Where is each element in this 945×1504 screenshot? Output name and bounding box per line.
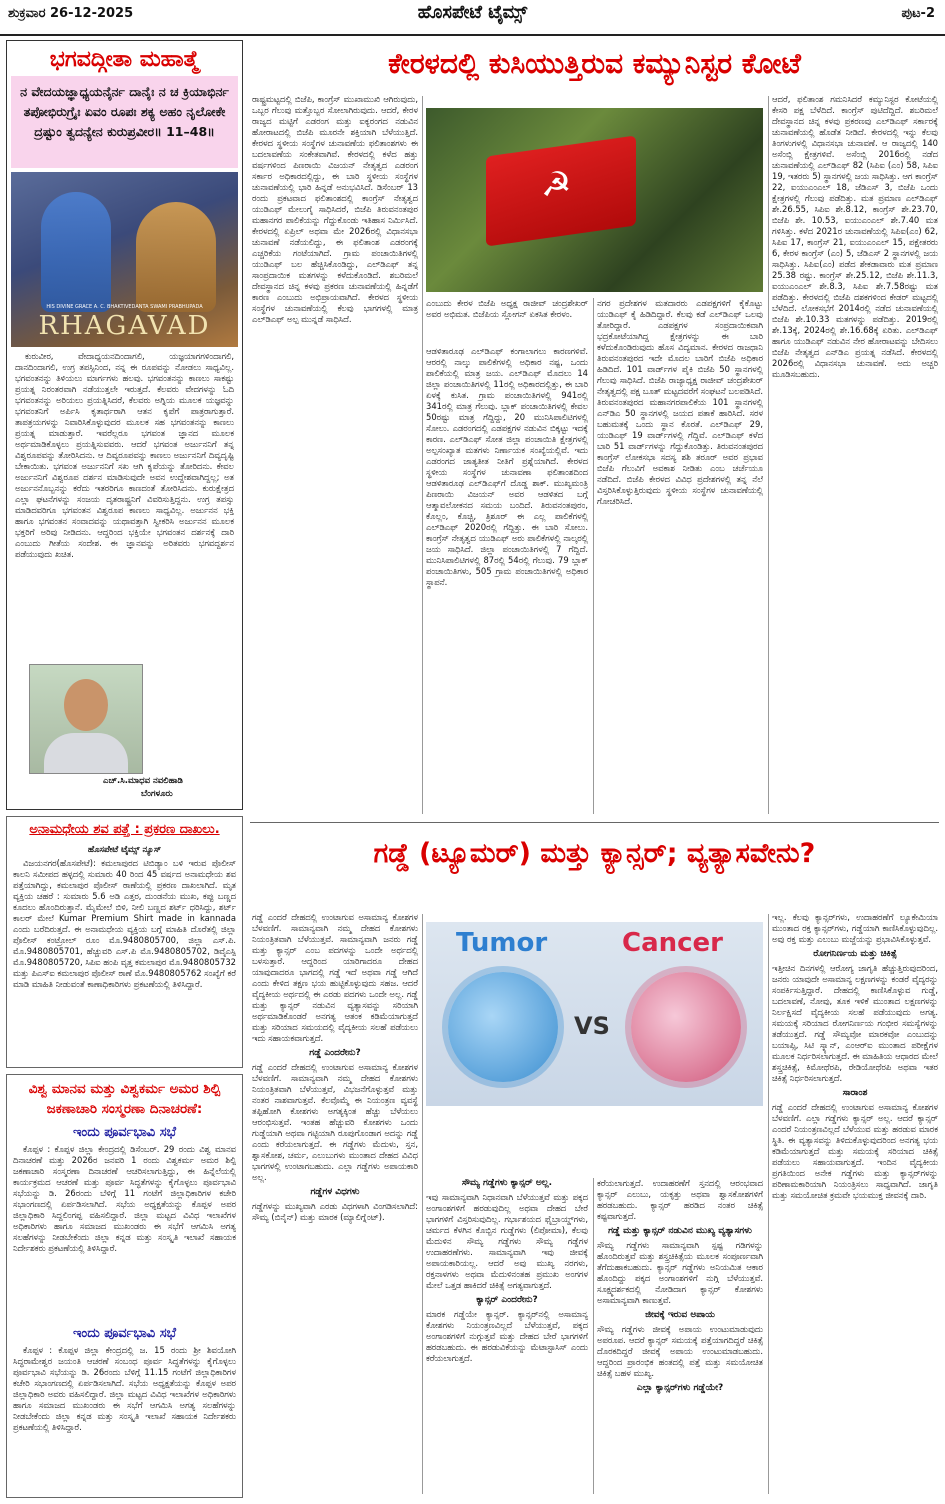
tumor-col4-body3: ಗಡ್ಡೆ ಎಂದರೆ ದೇಹದಲ್ಲಿ ಉಂಟಾಗುವ ಅಸಾಮಾನ್ಯ ಕೋಶಗಳ ಬೆಳವಣಿಗೆ. ಎಲ್ಲಾ ಗಡ್ಡೆಗಳು ಕ್ಯಾನ್ಸರ್ ಅಲ್ಲ. ಆದರೆ ಕ್ಯಾನ್ಸರ್ ಎಂದರೆ ನಿಯಂತ್ರಣವಿಲ್ಲದೆ ಬೆಳೆಯುವ ಮತ್ತು ಹರಡುವ ಮಾರಕ ಸ್ಥಿತಿ. ಈ ವ್ಯತ್ಯಾಸವನ್ನು ತಿಳಿದುಕೊಳ್ಳುವುದರಿಂದ ಅನಗತ್ಯ ಭಯ ಕಡಿಮೆಯಾಗುತ್ತದೆ ಮತ್ತು ಸಮಯಕ್ಕೆ ಸರಿಯಾದ ಚಿಕಿತ್ಸೆ ಪಡೆಯಲು ಸಹಾಯವಾಗುತ್ತದೆ. ಇಂದಿನ ವೈದ್ಯಕೀಯ ಪ್ರಗತಿಯಿಂದ ಅನೇಕ ಗಡ್ಡೆಗಳು ಮತ್ತು ಕ್ಯಾನ್ಸರ್‌ಗಳನ್ನು ಪರಿಣಾಮಕಾರಿಯಾಗಿ ನಿಯಂತ್ರಿಸಲು ಸಾಧ್ಯವಾಗಿದೆ. ಜಾಗೃತಿ ಮತ್ತು ಸಮಯೋಚಿತ ಕ್ರಮವೇ ಭಯಮುಕ್ತ ಜೀವನಕ್ಕೆ ದಾರಿ.	[772, 1102, 938, 1200]
tumor-col4-body2: ಇತ್ತೀಚಿನ ದಿನಗಳಲ್ಲಿ ಆರೋಗ್ಯ ಜಾಗೃತಿ ಹೆಚ್ಚುತ್ತಿರುವುದರಿಂದ, ಜನರು ಯಾವುದೇ ಅಸಾಮಾನ್ಯ ಲಕ್ಷಣಗಳನ್ನು ಕಂಡರೆ ವೈದ್ಯರನ್ನು ಸಂಪರ್ಕಿಸುತ್ತಿದ್ದಾರೆ. ದೇಹದಲ್ಲಿ ಕಾಣಿಸಿಕೊಳ್ಳುವ ಗುಡ್ಡೆ, ಬದಲಾವಣೆ, ನೋವು, ತೂಕ ಇಳಿಕೆ ಮುಂತಾದ ಲಕ್ಷಣಗಳನ್ನು ನಿರ್ಲಕ್ಷಿಸದೆ ವೈದ್ಯಕೀಯ ಸಲಹೆ ಪಡೆಯುವುದು ಅಗತ್ಯ. ಸಮಯಕ್ಕೆ ಸರಿಯಾದ ರೋಗನಿರ್ಣಯ ಗಂಭೀರ ಸಮಸ್ಯೆಗಳನ್ನು ತಡೆಯುತ್ತದೆ. ಗಡ್ಡೆ ಸೌಮ್ಯವೋ ಮಾರಕವೋ ಎಂಬುದನ್ನು ಬಯಾಪ್ಸಿ, ಸಿಟಿ ಸ್ಕ್ಯಾನ್, ಎಂಆರ್‌ಐ ಮುಂತಾದ ಪರೀಕ್ಷೆಗಳ ಮೂಲಕ ನಿರ್ಧರಿಸಲಾಗುತ್ತದೆ. ಈ ಮಾಹಿತಿಯ ಆಧಾರದ ಮೇಲೆ ಶಸ್ತ್ರಚಿಕಿತ್ಸೆ, ಕಿಮೋಥೆರಪಿ, ರೇಡಿಯೋಥೆರಪಿ ಅಥವಾ ಇತರ ಚಿಕಿತ್ಸೆ ನಿರ್ಧರಿಸಲಾಗುತ್ತದೆ.	[772, 963, 938, 1083]
column-divider	[593, 1178, 594, 1494]
kerala-flag-photo	[426, 108, 763, 292]
gita-body: ಕುರುವೀರ, ವೇದಾಧ್ಯಯನದಿಂದಾಗಲಿ, ಯಜ್ಞಯಾಗಗಳಿಂದಾಗಲಿ, ದಾನದಿಂದಾಗಲಿ, ಉಗ್ರ ತಪಸ್ಸಿನಿಂದ, ನನ್ನ ಈ ರೂಪವನ್ನು ನೋಡಲು ಸಾಧ್ಯವಿಲ್ಲ. ಭಗವಂತನನ್ನು ತಿಳಿಯಲು ಮಾರ್ಗಗಳು ಹಲವು. ಭಗವಂತನನ್ನು ಕಾಣಲು ಸಾಕಷ್ಟು ಪ್ರಯತ್ನ ನಿರಂತರವಾಗಿ ನಡೆಯುತ್ತಲೇ ಇರುತ್ತದೆ. ಕೆಲವರು ವೇದಗಳನ್ನು ಓದಿ ಭಗವಂತನನ್ನು ಅರಿಯಲು ಪ್ರಯತ್ನಿಸಿದರೆ, ಕೆಲವರು ಅಗ್ನಿಯ ಮೂಲಕ ಯಜ್ಞವನ್ನು ಭಗವಂತನಿಗೆ ಅರ್ಪಿಸಿ ಕೃತಾರ್ಥರಾಗಿ ಆತನ ಕೃಪೆಗೆ ಪಾತ್ರರಾಗುತ್ತಾರೆ. ತಾಪತ್ರಯಗಳನ್ನು ನಿವಾರಿಸಿಕೊಳ್ಳುವುದರ ಮೂಲಕ ಸಹ ಭಗವಂತನನ್ನು ಕಾಣಲು ಪ್ರಯತ್ನ ಮಾಡುತ್ತಾರೆ. ಇವರೆಲ್ಲರೂ ಭಗವಂತ ಜ್ಞಾನದ ಮೂಲಕ ಅರ್ಥಮಾಡಿಕೊಳ್ಳಲು ಪ್ರಯತ್ನಿಸುವವರು. ಆದರೆ ಭಗವಂತ ಅರ್ಜುನನಿಗೆ ತನ್ನ ವಿಶ್ವರೂಪವನ್ನು ತೋರಿಸಿದನು. ಆ ದಿವ್ಯರೂಪವನ್ನು ಕಾಣಲು ಅರ್ಜುನನಿಗೆ ದಿವ್ಯದೃಷ್ಟಿ ಬೇಕಾಯಿತು. ಭಗವಂತ ಅರ್ಜುನನಿಗೆ ಸಖ ಆಗಿ ಕೃಪೆಯನ್ನು ತೋರಿದನು. ಕೇವಲ ಅರ್ಜುನನಿಗೆ ವಿಶ್ವರೂಪ ದರ್ಶನ ಮಾಡಿಸುವುದೇ ಅವನ ಉದ್ದೇಶವಾಗಿದ್ದಲ್ಲ; ಅತ ಅರ್ಜುನನೊಬ್ಬನನ್ನು ಕರೆದು ಇತರರಿಗೂ ಕಾಣದಂತೆ ತೋರಿಸಿದನು. ಕುರುಕ್ಷೇತ್ರದ ಎಲ್ಲಾ ಘಟನೆಗಳನ್ನು ಸಂಜಯ ದೃತರಾಷ್ಟ್ರನಿಗೆ ವಿವರಿಸುತ್ತಿದ್ದನು. ಉಗ್ರ ತಪಸ್ಸು ಮಾಡಿದವರಿಗೂ ಭಗವಂತನ ವಿಶ್ವರೂಪ ಕಾಣಲು ಸಾಧ್ಯವಿಲ್ಲ. ಅರ್ಜುನನ ಭಕ್ತಿ ಹಾಗೂ ಭಗವಂತನ ಸಂವಾದವನ್ನು ಯಥಾವತ್ತಾಗಿ ಸ್ವೀಕರಿಸಿ ಅರ್ಜುನನ ಮೂಲಕ ಭಕ್ತರಿಗೆ ಅರಿವು ನೀಡಿದನು. ಆದ್ದರಿಂದ ಭಕ್ತಿಯೇ ಭಗವಂತನ ದರ್ಶನಕ್ಕೆ ದಾರಿ ಎಂಬುದು ಗೀತೆಯ ಸಂದೇಶ. ಈ ಜ್ಞಾನವನ್ನು ಅರಿತವರು ಭಗವದ್ದರ್ಶನ ಪಡೆಯುವುದು ಖಚಿತ.	[15, 351, 234, 559]
paper-name: ಹೊಸಪೇಟೆ ಟೈಮ್ಸ್	[417, 2, 528, 23]
kerala-photo-caption: ಎಂಬುದು ಕೇರಳ ಬಿಜೆಪಿ ಅಧ್ಯಕ್ಷ ರಾಜೀವ್ ಚಂದ್ರಶೇಖರ್ ಅವರ ಅಭಿಮತ. ಬಿಜೆಪಿಯ ಸ್ಲೋಗನ್ ಏಕಸಿತ ಕೇರಳಂ.	[426, 298, 588, 319]
author-face-icon	[64, 679, 108, 731]
vishwakarma-body1: ಕೊಪ್ಪಳ : ಕೊಪ್ಪಳ ಜಿಲ್ಲಾ ಕೇಂದ್ರದಲ್ಲಿ ಡಿಸೆಂಬರ್. 29 ರಂದು ವಿಶ್ವ ಮಾನವ ದಿನಾಚರಣೆ ಮತ್ತು 2026ರ ಜನವರಿ 1 ರಂದು ವಿಶ್ವಕರ್ಮ ಅಮರ ಶಿಲ್ಪಿ ಜಕಣಾಚಾರಿ ಸಂಸ್ಮರಣಾ ದಿನಾಚರಣೆ ಆಚರಿಸಲಾಗುತ್ತಿದ್ದು, ಈ ಹಿನ್ನೆಲೆಯಲ್ಲಿ ಕಾರ್ಯಕ್ರಮದ ಆಚರಣೆ ಮತ್ತು ಪೂರ್ವ ಸಿದ್ಧತೆಗಳನ್ನು ಕೈಗೊಳ್ಳಲು ಪೂರ್ವಭಾವಿ ಸಭೆಯನ್ನು ಡಿ. 26ರಂದು ಬೆಳಿಗ್ಗೆ 11 ಗಂಟೆಗೆ ಜಿಲ್ಲಾಧಿಕಾರಿಗಳ ಕಚೇರಿ ಸಭಾಂಗಣದಲ್ಲಿ ಏರ್ಪಡಿಸಲಾಗಿದೆ. ಸಭೆಯ ಅಧ್ಯಕ್ಷತೆಯನ್ನು ಕೊಪ್ಪಳ ಅಪರ ಜಿಲ್ಲಾಧಿಕಾರಿ ಸಿದ್ದಲಿಂಗಪ್ಪ ವಹಿಸಲಿದ್ದಾರೆ. ಜಿಲ್ಲಾ ಮಟ್ಟದ ವಿವಿಧ ಇಲಾಖೆಗಳ ಅಧಿಕಾರಿಗಳು ಹಾಗೂ ಸಮಾಜದ ಮುಖಂಡರು ಈ ಸಭೆಗೆ ಆಗಮಿಸಿ ಅಗತ್ಯ ಸಲಹೆಗಳನ್ನು ನೀಡಬೇಕೆಂದು ಜಿಲ್ಲಾ ಕನ್ನಡ ಮತ್ತು ಸಂಸ್ಕೃತಿ ಇಲಾಖೆ ಸಹಾಯಕ ನಿರ್ದೇಶಕರು ಪ್ರಕಟಣೆಯಲ್ಲಿ ತಿಳಿಸಿದ್ದಾರೆ.	[13, 1144, 236, 1253]
tumor-col1	[252, 912, 418, 1494]
notice-byline: ಹೊಸಪೇಟೆ ಟೈಮ್ಸ್ ನ್ಯೂಸ್	[87, 845, 162, 855]
notice-title: ಅನಾಮಧೇಯ ಶವ ಪತ್ತೆ : ಪ್ರಕರಣ ದಾಖಲು.	[29, 822, 220, 837]
gita-cover-image	[11, 172, 238, 347]
tumor-col1-heading: ಗಡ್ಡೆ ಎಂದರೇನು?	[309, 1048, 361, 1058]
column-divider	[768, 914, 769, 1494]
tumor-col3-heading3: ಎಲ್ಲಾ ಕ್ಯಾನ್ಸರ್‌ಗಳು ಗಡ್ಡೆಯೇ?	[636, 1383, 724, 1393]
tumor-article	[250, 826, 939, 1498]
issue-date: ಶುಕ್ರವಾರ 26-12-2025	[8, 6, 134, 21]
vishwakarma-box	[6, 1074, 243, 1498]
tumor-label: Tumor	[456, 928, 548, 958]
tumor-col4	[772, 912, 938, 1494]
kerala-col2: ಆಡಳಿತಾರೂಢ ಎಲ್‌ಡಿಎಫ್ ಕಂಗಾಲಾಗಲು ಕಾರಣಗಳಿವೆ. ಆರರಲ್ಲಿ ನಾಲ್ಕು ಪಾಲಿಕೆಗಳಲ್ಲಿ ಅಧಿಕಾರ ನಷ್ಟ, ಒಂದು ಪಾಲಿಕೆಯಲ್ಲಿ ಮಾತ್ರ ಜಯ. ಎಲ್‌ಡಿಎಫ್ ಮೊದಲು 14 ಜಿಲ್ಲಾ ಪಂಚಾಯಿತಿಗಳಲ್ಲಿ 11ರಲ್ಲಿ ಅಧಿಕಾರದಲ್ಲಿತ್ತು, ಈ ಬಾರಿ ಏಳಕ್ಕೆ ಕುಸಿತ. ಗ್ರಾಮ ಪಂಚಾಯಿತಿಗಳಲ್ಲಿ 941ರಲ್ಲಿ 341ರಲ್ಲಿ ಮಾತ್ರ ಗೆಲುವು. ಬ್ಲಾಕ್ ಪಂಚಾಯಿತಿಗಳಲ್ಲಿ ಕೇವಲ 50ರಷ್ಟು ಮಾತ್ರ ಗೆದ್ದಿದ್ದು, 20 ಮುನಿಸಿಪಾಲಿಟಿಗಳಲ್ಲಿ ಸೋಲು. ಎಡರಂಗದಲ್ಲಿ ಎಡಪಕ್ಷಗಳ ನಡುವಿನ ಬಿಕ್ಕಟ್ಟು ಇದಕ್ಕೆ ಕಾರಣ. ಎಲ್‌ಡಿಎಫ್ ಸೋತ ಜಿಲ್ಲಾ ಪಂಚಾಯಿತಿ ಕ್ಷೇತ್ರಗಳಲ್ಲಿ ಅಲ್ಪಸಂಖ್ಯಾತ ಮತಗಳು ನಿರ್ಣಾಯಕ ಸಂಖ್ಯೆಯಲ್ಲಿವೆ. ಇದು ಎಡರಂಗದ ಜಾತ್ಯತೀತ ನೀತಿಗೆ ಪ್ರಶ್ನೆಯಾಗಿದೆ. ಕೇರಳದ ಸ್ಥಳೀಯ ಸಂಸ್ಥೆಗಳ ಚುನಾವಣಾ ಫಲಿತಾಂಶದಿಂದ ಆಡಳಿತಾರೂಢ ಎಲ್‌ಡಿಎಫ್‌ಗೆ ದೊಡ್ಡ ಶಾಕ್. ಮುಖ್ಯಮಂತ್ರಿ ಪಿಣರಾಯಿ ವಿಜಯನ್ ಅವರ ಆಡಳಿತದ ಬಗ್ಗೆ ಆತ್ಮಾವಲೋಕನದ ಸಮಯ ಬಂದಿದೆ. ತಿರುವನಂತಪುರಂ, ಕೊಲ್ಲಂ, ಕೊಚ್ಚಿ, ತ್ರಿಶೂರ್ ಈ ಎಲ್ಲ ಪಾಲಿಕೆಗಳಲ್ಲಿ ಎಲ್‌ಡಿಎಫ್ 2020ರಲ್ಲಿ ಗೆದ್ದಿತ್ತು. ಈ ಬಾರಿ ಸೋಲು. ಕಾಂಗ್ರೆಸ್ ನೇತೃತ್ವದ ಯುಡಿಎಫ್ ಅರು ಪಾಲಿಕೆಗಳಲ್ಲಿ ನಾಲ್ಕರಲ್ಲಿ ಜಯ ಸಾಧಿಸಿದೆ. ಜಿಲ್ಲಾ ಪಂಚಾಯಿತಿಗಳಲ್ಲಿ 7 ಗೆದ್ದಿದೆ. ಮುನಿಸಿಪಾಲಿಟಿಗಳಲ್ಲಿ 87ರಲ್ಲಿ 54ರಲ್ಲಿ ಗೆಲುವು. 79 ಬ್ಲಾಕ್ ಪಂಚಾಯಿತಿಗಳು, 505 ಗ್ರಾಮ ಪಂಚಾಯಿತಿಗಳಲ್ಲಿ ಅಧಿಕಾರ ಸ್ಥಾಪನೆ.	[426, 346, 588, 587]
tumor-col4-body: ಇಲ್ಲ. ಕೆಲವು ಕ್ಯಾನ್ಸರ್‌ಗಳು, ಉದಾಹರಣೆಗೆ ಲ್ಯೂಕೇಮಿಯಾ ಮುಂತಾದ ರಕ್ತ ಕ್ಯಾನ್ಸರ್‌ಗಳು, ಗಡ್ಡೆಯಾಗಿ ಕಾಣಿಸಿಕೊಳ್ಳುವುದಿಲ್ಲ. ಅವು ರಕ್ತ ಮತ್ತು ಎಲುಬು ಮಜ್ಜೆಯನ್ನು ಪ್ರಭಾವಿಸಿಕೊಳ್ಳುತ್ತವೆ.	[772, 912, 938, 944]
section-divider	[250, 822, 939, 823]
author-name: ಎಚ್.ಸಿ.ಮಾಧವ ನವಲಿಹಾಡಿ	[103, 776, 183, 786]
masthead	[0, 0, 945, 36]
column-divider	[593, 298, 594, 814]
author-block	[13, 656, 236, 806]
cover-small-text: HIS DIVINE GRACE A. C. BHAKTIVEDANTA SWAMI PRABHUPADA	[46, 304, 203, 310]
arjuna-figure-icon	[136, 202, 216, 312]
tumor-col4-heading: ರೋಗನಿರ್ಣಯ ಮತ್ತು ಚಿಕಿತ್ಸೆ	[813, 949, 897, 959]
vishwakarma-sub2: ಇಂದು ಪೂರ್ವಭಾವಿ ಸಭೆ	[72, 1326, 177, 1341]
page-number: ಪುಟ-2	[901, 6, 935, 21]
tumor-col2-heading: ಸೌಮ್ಯ ಗಡ್ಡೆಗಳು ಕ್ಯಾನ್ಸರ್ ಅಲ್ಲ.	[461, 1178, 553, 1188]
tumor-col3-body3: ಸೌಮ್ಯ ಗಡ್ಡೆಗಳು ಜೀವಕ್ಕೆ ಅಪಾಯ ಉಂಟುಮಾಡುವುದು ಅಪರೂಪ. ಆದರೆ ಕ್ಯಾನ್ಸರ್ ಸಮಯಕ್ಕೆ ಪತ್ತೆಯಾಗದಿದ್ದರೆ ಚಿಕಿತ್ಸೆ ದೊರಕದಿದ್ದರೆ ಜೀವಕ್ಕೆ ಅಪಾಯ ಉಂಟುಮಾಡಬಹುದು. ಆದ್ದರಿಂದ ಪ್ರಾರಂಭಿಕ ಹಂತದಲ್ಲಿ ಪತ್ತೆ ಮತ್ತು ಸಮಯೋಚಿತ ಚಿಕಿತ್ಸೆ ಬಹಳ ಮುಖ್ಯ.	[597, 1324, 763, 1378]
kerala-headline: ಕೇರಳದಲ್ಲಿ ಕುಸಿಯುತ್ತಿರುವ ಕಮ್ಯುನಿಸ್ಟರ ಕೋಟೆ	[388, 47, 801, 80]
tumor-col3-heading2: ಜೀವಕ್ಕೆ ಇರುವ ಅಪಾಯ	[645, 1310, 715, 1320]
notice-box	[6, 816, 243, 1068]
tumor-col3-heading: ಗಡ್ಡೆ ಮತ್ತು ಕ್ಯಾನ್ಸರ್ ನಡುವಿನ ಮುಖ್ಯ ವ್ಯತ್ಯಾಸಗಳು	[608, 1226, 752, 1236]
vs-label: VS	[574, 1012, 610, 1040]
tumor-col1-heading2: ಗಡ್ಡೆಗಳ ವಿಧಗಳು	[310, 1187, 360, 1197]
cancer-cell-icon	[631, 972, 741, 1082]
tumor-col2	[426, 1178, 588, 1494]
kerala-article	[250, 40, 939, 820]
notice-body: ವಿಜಯನಗರ(ಹೊಸಪೇಟೆ): ಕಮಲಾಪುರದ ಟಿಬಿಡ್ಯಾಂ ಬಳಿ ಇರುವ ಪೊಲೀಸ್ ಕಾಲನಿ ಸಮೀಪದ ಹಳ್ಳದಲ್ಲಿ ಸುಮಾರು 40 ರಿಂದ 45 ವರ್ಷದ ಅನಾಮಧೇಯ ಶವ ಪತ್ತೆಯಾಗಿದ್ದು, ಕಮಲಾಪುರ ಪೊಲೀಸ್ ಠಾಣೆಯಲ್ಲಿ ಪ್ರಕರಣ ದಾಖಲಾಗಿದೆ. ಮೃತ ವ್ಯಕ್ತಿಯ ಚಹರೆ : ಸುಮಾರು 5.6 ಅಡಿ ಎತ್ತರ, ದುಂಡನೆಯ ಮುಖ, ಕಪ್ಪು ಬಣ್ಣದ ಕೂದಲು ಹೊಂದಿರುತ್ತಾನೆ. ಮೈಮೇಲೆ ಬಿಳಿ, ನೀಲಿ ಬಣ್ಣದ ಶರ್ಟ್ ಧರಿಸಿದ್ದು, ಶರ್ಟ್ ಕಾಲರ್ ಮೇಲೆ Kumar Premium Shirt made in kannada ಎಂದು ಬರೆದಿರುತ್ತದೆ. ಈ ಅನಾಮಧೇಯ ವ್ಯಕ್ತಿಯ ಬಗ್ಗೆ ಮಾಹಿತಿ ದೊರೆತಲ್ಲಿ ಜಿಲ್ಲಾ ಪೊಲೀಸ್ ಕಂಟ್ರೋಲ್ ರೂಂ ಮೊ.9480805700, ಜಿಲ್ಲಾ ಎಸ್.ಪಿ. ಮೊ.9480805701, ಹೆಚ್ಚುವರಿ ಎಸ್.ಪಿ ಮೊ.9480805702, ಡಿವೈಎಸ್ಪಿ ಮೊ.9480805720, ಸಿಪಿಐ ಹಂಪಿ ವೃತ್ತ ಕಮಲಾಪುರ ಮೊ.9480805732 ಮತ್ತು ಪಿಎಸ್‌ಐ ಕಮಲಾಪುರ ಪೊಲೀಸ್ ಠಾಣೆ ಮೊ.9480805762 ಸಂಖ್ಯೆಗೆ ಕರೆ ಮಾಡಿ ಮಾಹಿತಿ ನೀಡುವಂತೆ ಕಾಣಾಧಿಕಾರಿಗಳು ಪ್ರಕಟಣೆಯಲ್ಲಿ ತಿಳಿಸಿದ್ದಾರೆ.	[13, 858, 236, 989]
gita-box	[6, 40, 243, 810]
krishna-figure-icon	[41, 192, 111, 312]
tumor-vs-cancer-image	[426, 922, 763, 1106]
tumor-col3-body: ಕರೆಯಲಾಗುತ್ತದೆ. ಉದಾಹರಣೆಗೆ ಸ್ತನದಲ್ಲಿ ಆರಂಭವಾದ ಕ್ಯಾನ್ಸರ್ ಎಲುಬು, ಯಕೃತ್ತು ಅಥವಾ ಶ್ವಾಸಕೋಶಗಳಿಗೆ ಹರಡಬಹುದು. ಕ್ಯಾನ್ಸರ್ ಹರಡಿದ ನಂತರ ಚಿಕಿತ್ಸೆ ಕಷ್ಟವಾಗುತ್ತದೆ.	[597, 1178, 763, 1221]
cancer-label: Cancer	[622, 928, 724, 958]
tumor-col3	[597, 1178, 763, 1494]
author-shirt-icon	[44, 733, 128, 773]
hammer-sickle-icon: ☭	[541, 165, 572, 205]
gita-title: ಭಗವದ್ಗೀತಾ ಮಹಾತ್ಮೆ	[49, 47, 200, 72]
kerala-col3: ನಗರ ಪ್ರದೇಶಗಳ ಮತದಾರರು ಎಡಪಕ್ಷಗಳಿಗೆ ಕೈಕೊಟ್ಟು ಯುಡಿಎಫ್ ಕೈ ಹಿಡಿದಿದ್ದಾರೆ. ಕೆಲವು ಕಡೆ ಎಲ್‌ಡಿಎಫ್ ಒಲವು ತೋರಿದ್ದಾರೆ. ಎಡಪಕ್ಷಗಳ ಸಂಪ್ರದಾಯಿಕವಾಗಿ ಭದ್ರಕೋಟೆಯಾಗಿದ್ದ ಕ್ಷೇತ್ರಗಳನ್ನು ಈ ಬಾರಿ ಕಳೆದುಕೊಂಡಿರುವುದು ಹೊಸ ವಿದ್ಯಮಾನ. ಕೇರಳದ ರಾಜಧಾನಿ ತಿರುವನಂತಪುರದ ಇದೇ ಮೊದಲ ಬಾರಿಗೆ ಬಿಜೆಪಿ ಅಧಿಕಾರ ಹಿಡಿದಿದೆ. 101 ವಾರ್ಡ್‌ಗಳ ಪೈಕಿ ಬಿಜೆಪಿ 50 ಸ್ಥಾನಗಳಲ್ಲಿ ಗೆಲುವು ಸಾಧಿಸಿದೆ. ಬಿಜೆಪಿ ರಾಜ್ಯಾಧ್ಯಕ್ಷ ರಾಜೀವ್ ಚಂದ್ರಶೇಖರ್ ನೇತೃತ್ವದಲ್ಲಿ ಪಕ್ಷ ಬೂತ್ ಮಟ್ಟದವರೆಗೆ ಸಂಘಟನೆ ಬಲಪಡಿಸಿದೆ. ತಿರುವನಂತಪುರದ ಮಹಾನಗರಪಾಲಿಕೆಯ 101 ಸ್ಥಾನಗಳಲ್ಲಿ ಎನ್‌ಡಿಎ 50 ಸ್ಥಾನಗಳಲ್ಲಿ ಜಯದ ಪತಾಕೆ ಹಾರಿಸಿದೆ. ಸರಳ ಬಹುಮತಕ್ಕೆ ಒಂದು ಸ್ಥಾನ ಕೊರತೆ. ಎಲ್‌ಡಿಎಫ್ 29, ಯುಡಿಎಫ್ 19 ವಾರ್ಡ್‌ಗಳಲ್ಲಿ ಗೆದ್ದಿವೆ. ಎಲ್‌ಡಿಎಫ್ ಕಳೆದ ಬಾರಿ 51 ವಾರ್ಡ್‌ಗಳನ್ನು ಗೆದ್ದುಕೊಂಡಿತ್ತು. ತಿರುವನಂತಪುರದ ಕಾಂಗ್ರೆಸ್ ಲೋಕಸಭಾ ಸದಸ್ಯ ಶಶಿ ತರೂರ್ ಅವರ ಪ್ರಭಾವ ಬಿಜೆಪಿ ಗೆಲುವಿಗೆ ಅವಕಾಶ ನೀಡಿತು ಎಂಬ ಚರ್ಚೆಯೂ ನಡೆದಿದೆ. ಬಿಜೆಪಿ ಕೇರಳದ ವಿವಿಧ ಪ್ರದೇಶಗಳಲ್ಲಿ ತನ್ನ ನೆಲೆ ವಿಸ್ತರಿಸಿಕೊಳ್ಳುತ್ತಿರುವುದು ಸ್ಥಳೀಯ ಸಂಸ್ಥೆಗಳ ಚುನಾವಣೆಯಲ್ಲಿ ಗೋಚರಿಸಿದೆ.	[597, 298, 763, 506]
column-divider	[422, 96, 423, 814]
tumor-headline: ಗಡ್ಡೆ (ಟ್ಯೂಮರ್) ಮತ್ತು ಕ್ಯಾನ್ಸರ್; ವ್ಯತ್ಯಾಸವೇನು?	[373, 838, 816, 869]
vishwakarma-sub1: ಇಂದು ಪೂರ್ವಭಾವಿ ಸಭೆ	[72, 1125, 177, 1140]
tumor-col2-body: ಇವು ಸಾಮಾನ್ಯವಾಗಿ ನಿಧಾನವಾಗಿ ಬೆಳೆಯುತ್ತವೆ ಮತ್ತು ಪಕ್ಕದ ಅಂಗಾಂಶಗಳಿಗೆ ಹರಡುವುದಿಲ್ಲ ಅಥವಾ ದೇಹದ ಬೇರೆ ಭಾಗಗಳಿಗೆ ವಿಸ್ತರಿಸುವುದಿಲ್ಲ. ಗರ್ಭಾಶಯದ ಫೈಬ್ರಾಯ್ಡ್‌ಗಳು, ಚರ್ಮದ ಕೆಳಗಿನ ಕೊಬ್ಬಿನ ಗುಡ್ಡೆಗಳು (ಲಿಪೋಮಾ), ಕೆಲವು ಮೆದುಳಿನ ಸೌಮ್ಯ ಗಡ್ಡೆಗಳು ಸೌಮ್ಯ ಗಡ್ಡೆಗಳ ಉದಾಹರಣೆಗಳು. ಸಾಮಾನ್ಯವಾಗಿ ಇವು ಜೀವಕ್ಕೆ ಅಪಾಯಕಾರಿಯಲ್ಲ. ಆದರೆ ಅವು ಮುಖ್ಯ ನರಗಳು, ರಕ್ತನಾಳಗಳು ಅಥವಾ ಮೆದುಳಿನಂತಹ ಪ್ರಮುಖ ಅಂಗಗಳ ಮೇಲೆ ಒತ್ತಡ ಹಾಕಿದರೆ ಚಿಕಿತ್ಸೆ ಅಗತ್ಯವಾಗುತ್ತದೆ.	[426, 1192, 588, 1290]
tumor-col2-heading2: ಕ್ಯಾನ್ಸರ್ ಎಂದರೇನು?	[476, 1295, 538, 1305]
author-city: ಬೆಂಗಳೂರು	[141, 789, 173, 799]
tumor-col1-bottom: ಗಡ್ಡೆ ಎಂದರೆ ದೇಹದಲ್ಲಿ ಉಂಟಾಗುವ ಅಸಾಮಾನ್ಯ ಕೋಶಗಳ ಬೆಳವಣಿಗೆ. ಸಾಮಾನ್ಯವಾಗಿ ನಮ್ಮ ದೇಹದ ಕೋಶಗಳು ನಿಯಂತ್ರಿತವಾಗಿ ಬೆಳೆಯುತ್ತವೆ, ವಿಭಜನೆಗೊಳ್ಳುತ್ತವೆ ಮತ್ತು ನಂತರ ನಾಶವಾಗುತ್ತವೆ. ಕೆಲವೊಮ್ಮೆ ಈ ನಿಯಂತ್ರಣ ವ್ಯವಸ್ಥೆ ತಪ್ಪಿಹೋಗಿ ಕೋಶಗಳು ಅಗತ್ಯಕ್ಕಿಂತ ಹೆಚ್ಚು ಬೆಳೆಯಲು ಆರಂಭಿಸುತ್ತವೆ. ಇಂತಹ ಹೆಚ್ಚುವರಿ ಕೋಶಗಳು ಒಂದು ಗುಡ್ಡೆಯಾಗಿ ಅಥವಾ ಗಟ್ಟಿಯಾಗಿ ರೂಪುಗೊಂಡಾಗ ಅದನ್ನು ಗಡ್ಡೆ ಎಂದು ಕರೆಯಲಾಗುತ್ತದೆ. ಈ ಗಡ್ಡೆಗಳು ಮೆದುಳು, ಸ್ತನ, ಶ್ವಾಸಕೋಶ, ಚರ್ಮ, ಎಲುಬುಗಳು ಮುಂತಾದ ದೇಹದ ವಿವಿಧ ಭಾಗಗಳಲ್ಲಿ ಉಂಟಾಗಬಹುದು. ಎಲ್ಲಾ ಗಡ್ಡೆಗಳು ಅಪಾಯಕಾರಿ ಅಲ್ಲ.	[252, 1062, 418, 1182]
tumor-col1-top: ಗಡ್ಡೆ ಎಂದರೆ ದೇಹದಲ್ಲಿ ಉಂಟಾಗುವ ಅಸಾಮಾನ್ಯ ಕೋಶಗಳ ಬೆಳವಣಿಗೆ. ಸಾಮಾನ್ಯವಾಗಿ ನಮ್ಮ ದೇಹದ ಕೋಶಗಳು ನಿಯಂತ್ರಿತವಾಗಿ ಬೆಳೆಯುತ್ತವೆ. ಸಾಮಾನ್ಯವಾಗಿ ಜನರು ಗಡ್ಡೆ ಮತ್ತು ಕ್ಯಾನ್ಸರ್ ಎಂಬ ಪದಗಳನ್ನು ಒಂದೇ ಅರ್ಥದಲ್ಲಿ ಬಳಸುತ್ತಾರೆ. ಆದ್ದರಿಂದ ಯಾರಿಗಾದರೂ ದೇಹದ ಯಾವುದಾದರೂ ಭಾಗದಲ್ಲಿ ಗಡ್ಡೆ ಇದೆ ಅಥವಾ ಗಡ್ಡೆ ಆಗಿದೆ ಎಂದು ಕೇಳಿದ ತಕ್ಷಣ ಭಯ ಹುಟ್ಟಿಕೊಳ್ಳುವುದು ಸಹಜ. ಆದರೆ ವೈದ್ಯಕೀಯ ಅರ್ಥದಲ್ಲಿ ಈ ಎರಡು ಪದಗಳು ಒಂದೇ ಅಲ್ಲ. ಗಡ್ಡೆ ಮತ್ತು ಕ್ಯಾನ್ಸರ್ ನಡುವಿನ ವ್ಯತ್ಯಾಸವನ್ನು ಸರಿಯಾಗಿ ಅರ್ಥಮಾಡಿಕೊಂಡರೆ ಅನಗತ್ಯ ಆತಂಕ ಕಡಿಮೆಯಾಗುತ್ತದೆ ಮತ್ತು ಸರಿಯಾದ ಸಮಯದಲ್ಲಿ ವೈದ್ಯಕೀಯ ಸಲಹೆ ಪಡೆಯಲು ಇದು ಸಹಾಯಕವಾಗುತ್ತದೆ.	[252, 912, 418, 1043]
cover-title: RHAGAVAD	[38, 311, 211, 341]
vishwakarma-title: ವಿಶ್ವ ಮಾನವ ಮತ್ತು ವಿಶ್ವಕರ್ಮ ಅಮರ ಶಿಲ್ಪಿ ಜಕಣಾಚಾರಿ ಸಂಸ್ಮರಣಾ ದಿನಾಚರಣೆ:	[28, 1081, 221, 1117]
column-divider	[422, 914, 423, 1494]
tumor-cell-icon	[448, 972, 558, 1082]
tumor-col3-body2: ಸೌಮ್ಯ ಗಡ್ಡೆಗಳು ಸಾಮಾನ್ಯವಾಗಿ ಸ್ಪಷ್ಟ ಗಡಿಗಳನ್ನು ಹೊಂದಿರುತ್ತವೆ ಮತ್ತು ಶಸ್ತ್ರಚಿಕಿತ್ಸೆಯ ಮೂಲಕ ಸಂಪೂರ್ಣವಾಗಿ ತೆಗೆದುಹಾಕಬಹುದು. ಕ್ಯಾನ್ಸರ್ ಗಡ್ಡೆಗಳು ಅನಿಯಮಿತ ಆಕಾರ ಹೊಂದಿದ್ದು ಪಕ್ಕದ ಅಂಗಾಂಶಗಳಿಗೆ ನುಗ್ಗಿ ಬೆಳೆಯುತ್ತವೆ. ಸೂಕ್ಷ್ಮದರ್ಶಕದಲ್ಲಿ ನೋಡಿದಾಗ ಕ್ಯಾನ್ಸರ್ ಕೋಶಗಳು ಅಸಾಮಾನ್ಯವಾಗಿ ಕಾಣುತ್ತವೆ.	[597, 1240, 763, 1305]
kerala-col1: ರಾಷ್ಟ್ರಮಟ್ಟದಲ್ಲಿ ಬಿಜೆಪಿ, ಕಾಂಗ್ರೆಸ್ ಮುಖಾಮುಖಿ ಆಗಿರುವುದು, ಒಬ್ಬರ ಗೆಲುವು ಮತ್ತೊಬ್ಬರ ಸೋಲಾಗಿರುವುದು. ಆದರೆ, ಕೇರಳ ರಾಜ್ಯದ ಮಟ್ಟಿಗೆ ಎಡರಂಗ ಮತ್ತು ಐಕ್ಯರಂಗದ ನಡುವಿನ ಹೋರಾಟದಲ್ಲಿ ಬಿಜೆಪಿ ಮೂರನೇ ಶಕ್ತಿಯಾಗಿ ಬೆಳೆಯುತ್ತಿದೆ. ಕೇರಳದ ಸ್ಥಳೀಯ ಸಂಸ್ಥೆಗಳ ಚುನಾವಣೆಯ ಫಲಿತಾಂಶಗಳು ಈ ಬದಲಾವಣೆಯ ಸಂಕೇತವಾಗಿವೆ. ಕೇರಳದಲ್ಲಿ ಕಳೆದ ಹತ್ತು ವರ್ಷಗಳಿಂದ ಪಿಣರಾಯಿ ವಿಜಯನ್ ನೇತೃತ್ವದ ಎಡರಂಗ ಸರ್ಕಾರ ಅಧಿಕಾರದಲ್ಲಿದ್ದು, ಈ ಬಾರಿ ಸ್ಥಳೀಯ ಸಂಸ್ಥೆಗಳ ಚುನಾವಣೆಯಲ್ಲಿ ಭಾರಿ ಹಿನ್ನಡೆ ಅನುಭವಿಸಿದೆ. ಡಿಸೆಂಬರ್ 13 ರಂದು ಪ್ರಕಟವಾದ ಫಲಿತಾಂಶದಲ್ಲಿ ಕಾಂಗ್ರೆಸ್ ನೇತೃತ್ವದ ಯುಡಿಎಫ್ ಮೇಲುಗೈ ಸಾಧಿಸಿದರೆ, ಬಿಜೆಪಿ ತಿರುವನಂತಪುರ ಮಹಾನಗರ ಪಾಲಿಕೆಯನ್ನು ಗೆದ್ದುಕೊಂಡು ಇತಿಹಾಸ ನಿರ್ಮಿಸಿದೆ. ಕೇರಳದಲ್ಲಿ ಏಪ್ರಿಲ್ ಅಥವಾ ಮೇ 2026ರಲ್ಲಿ ವಿಧಾನಸಭಾ ಚುನಾವಣೆ ನಡೆಯಲಿದ್ದು, ಈ ಫಲಿತಾಂಶ ಎಡರಂಗಕ್ಕೆ ಎಚ್ಚರಿಕೆಯ ಗಂಟೆಯಾಗಿದೆ. ಗ್ರಾಮ ಪಂಚಾಯಿತಿಗಳಲ್ಲಿ ಯುಡಿಎಫ್ ಬಲ ಹೆಚ್ಚಿಸಿಕೊಂಡಿದ್ದು, ಎಲ್‌ಡಿಎಫ್ ತನ್ನ ಸಾಂಪ್ರದಾಯಿಕ ಮತಗಳನ್ನು ಕಳೆದುಕೊಂಡಿದೆ. ಶಬರಿಮಲೆ ದೇವಸ್ಥಾನದ ಚಿನ್ನ ಕಳವು ಪ್ರಕರಣ ಚುನಾವಣೆಯಲ್ಲಿ ಹಿನ್ನಡೆಗೆ ಕಾರಣ ಎಂಬುದು ಅಭಿಪ್ರಾಯವಾಗಿದೆ. ಕೇರಳದ ಸ್ಥಳೀಯ ಸಂಸ್ಥೆಗಳ ಚುನಾವಣೆಯಲ್ಲಿ ಕೆಲವು ಭಾಗಗಳಲ್ಲಿ ಮಾತ್ರ ಎಲ್‌ಡಿಎಫ್ ಅಲ್ಪ ಮುನ್ನಡೆ ಸಾಧಿಸಿದೆ.	[252, 94, 418, 324]
author-photo	[29, 664, 143, 774]
vishwakarma-body2: ಕೊಪ್ಪಳ : ಕೊಪ್ಪಳ ಜಿಲ್ಲಾ ಕೇಂದ್ರದಲ್ಲಿ ಜ. 15 ರಂದು ಶ್ರೀ ಶಿವಯೋಗಿ ಸಿದ್ಧರಾಮೇಶ್ವರ ಜಯಂತಿ ಆಚರಣೆ ಸಂಬಂಧ ಪೂರ್ವ ಸಿದ್ಧತೆಗಳನ್ನು ಕೈಗೊಳ್ಳಲು ಪೂರ್ವಭಾವಿ ಸಭೆಯನ್ನು ಡಿ. 26ರಂದು ಬೆಳಿಗ್ಗೆ 11.15 ಗಂಟೆಗೆ ಜಿಲ್ಲಾಧಿಕಾರಿಗಳ ಕಚೇರಿ ಸಭಾಂಗಣದಲ್ಲಿ ಏರ್ಪಡಿಸಲಾಗಿದೆ. ಸಭೆಯ ಅಧ್ಯಕ್ಷತೆಯನ್ನು ಕೊಪ್ಪಳ ಅಪರ ಜಿಲ್ಲಾಧಿಕಾರಿ ಅವರು ವಹಿಸಲಿದ್ದಾರೆ. ಜಿಲ್ಲಾ ಮಟ್ಟದ ವಿವಿಧ ಇಲಾಖೆಗಳ ಅಧಿಕಾರಿಗಳು ಹಾಗೂ ಸಮಾಜದ ಮುಖಂಡರು ಈ ಸಭೆಗೆ ಆಗಮಿಸಿ ಅಗತ್ಯ ಸಲಹೆಗಳನ್ನು ನೀಡಬೇಕೆಂದು ಜಿಲ್ಲಾ ಕನ್ನಡ ಮತ್ತು ಸಂಸ್ಕೃತಿ ಇಲಾಖೆ ಸಹಾಯಕ ನಿರ್ದೇಶಕರು ಪ್ರಕಟಣೆಯಲ್ಲಿ ತಿಳಿಸಿದ್ದಾರೆ.	[13, 1345, 236, 1432]
gita-shloka: ನ ವೇದಯಜ್ಞಾಧ್ಯಯನೈರ್ನ ದಾನೈಃ ನ ಚ ಕ್ರಿಯಾಭಿರ್ನ ತಪೋಭಿರುಗ್ರೈಃ ಏವಂ ರೂಪಃ ಶಕ್ಯ ಅಹಂ ನೃಲೋಕೇ ದ್ರಷ್ಟುಂ ತ್ವದನ್ಯೇನ ಕುರುಪ್ರವೀರ॥ 11–48॥	[11, 76, 238, 168]
kerala-col4: ಆದರೆ, ಫಲಿತಾಂಶ ಗಮನಿಸಿದರೆ ಕಮ್ಯುನಿಸ್ಟರ ಕೋಟೆಯಲ್ಲಿ ಕೇಸರಿ ಪಕ್ಷ ಬೆಳೆದಿದೆ. ಕಾಂಗ್ರೆಸ್ ಪುಟಿದೆದ್ದಿದೆ. ಶಬರಿಮಲೆ ದೇವಸ್ಥಾನದ ಚಿನ್ನ ಕಳವು ಪ್ರಕರಣವು ಎಲ್‌ಡಿಎಫ್ ಸರ್ಕಾರಕ್ಕೆ ಚುನಾವಣೆಯಲ್ಲಿ ಹೊಡೆತ ನೀಡಿದೆ. ಕೇರಳದಲ್ಲಿ ಇನ್ನು ಕೆಲವು ತಿಂಗಳುಗಳಲ್ಲಿ ವಿಧಾನಸಭಾ ಚುನಾವಣೆ. ಆ ರಾಜ್ಯದಲ್ಲಿ 140 ಅಸೆಂಬ್ಲಿ ಕ್ಷೇತ್ರಗಳಿವೆ. ಅಸೆಂಬ್ಲಿ 2016ರಲ್ಲಿ ನಡೆದ ಚುನಾವಣೆಯಲ್ಲಿ ಎಲ್‌ಡಿಎಫ್ 82 (ಸಿಪಿಐ (ಎಂ) 58, ಸಿಪಿಐ 19, ಇತರರು 5) ಸ್ಥಾನಗಳಲ್ಲಿ ಜಯ ಸಾಧಿಸಿತ್ತು. ಆಗ ಕಾಂಗ್ರೆಸ್ 22, ಐಯುಎಂಎಲ್ 18, ಜೆಡಿಎಸ್ 3, ಬಿಜೆಪಿ ಒಂದು ಕ್ಷೇತ್ರಗಳಲ್ಲಿ ಗೆಲುವು ಪಡೆದಿತ್ತು. ಮತ ಪ್ರಮಾಣ ಎಲ್‌ಡಿಎಫ್ ಶೇ.26.55, ಸಿಪಿಐ ಶೇ.8.12, ಕಾಂಗ್ರೆಸ್ ಶೇ.23.70, ಬಿಜೆಪಿ ಶೇ. 10.53, ಐಯುಎಂಎಲ್ ಶೇ.7.40 ಮತ ಗಳಿಸಿತ್ತು. ಕಳೆದ 2021ರ ಚುನಾವಣೆಯಲ್ಲಿ ಸಿಪಿಐ(ಎಂ) 62, ಸಿಪಿಐ 17, ಕಾಂಗ್ರೆಸ್ 21, ಐಯುಎಂಎಲ್ 15, ಪಕ್ಷೇತರರು 6, ಕೇರಳ ಕಾಂಗ್ರೆಸ್ (ಎಂ) 5, ಜೆಡಿಎಸ್ 2 ಸ್ಥಾನಗಳಲ್ಲಿ ಜಯ ಸಾಧಿಸಿತ್ತು. ಸಿಪಿಐ(ಎಂ) ಪಡೆದ ಶೇಕಡಾವಾರು ಮತ ಪ್ರಮಾಣ 25.38 ರಷ್ಟು. ಕಾಂಗ್ರೆಸ್ ಶೇ.25.12, ಬಿಜೆಪಿ ಶೇ.11.3, ಐಯುಎಂಎಲ್ ಶೇ.8.3, ಸಿಪಿಐ ಶೇ.7.58ರಷ್ಟು ಮತ ಪಡೆದಿತ್ತು. ಕೇರಳದಲ್ಲಿ ಬಿಜೆಪಿ ದಶಕಗಳಿಂದ ಕೇಡರ್ ಮಟ್ಟದಲ್ಲಿ ಬೆಳೆದಿದೆ. ಲೋಕಸಭೆಗೆ 2014ರಲ್ಲಿ ನಡೆದ ಚುನಾವಣೆಯಲ್ಲಿ ಬಿಜೆಪಿ ಶೇ.10.33 ಮತಗಳನ್ನು ಪಡೆದಿತ್ತು. 2019ರಲ್ಲಿ ಶೇ.13ಕ್ಕೆ, 2024ರಲ್ಲಿ ಶೇ.16.68ಕ್ಕೆ ಏರಿತು. ಎಲ್‌ಡಿಎಫ್ ಹಾಗೂ ಯುಡಿಎಫ್ ನಡುವಿನ ನೇರ ಹೋರಾಟವನ್ನು ಬೇದಿಸಲು ಬಿಜೆಪಿ ನೇತೃತ್ವದ ಎನ್‌ಡಿಎ ಪ್ರಯತ್ನ ನಡೆಸಿದೆ. ಕೇರಳದಲ್ಲಿ 2026ರಲ್ಲಿ ವಿಧಾನಸಭಾ ಚುನಾವಣೆ. ಅದು ಅಚ್ಚರಿ ಮೂಡಿಸಬಹುದು.	[772, 94, 938, 379]
tumor-col2-body2: ಮಾರಕ ಗಡ್ಡೆಯೇ ಕ್ಯಾನ್ಸರ್. ಕ್ಯಾನ್ಸರ್‌ನಲ್ಲಿ ಅಸಾಮಾನ್ಯ ಕೋಶಗಳು ನಿಯಂತ್ರಣವಿಲ್ಲದೆ ಬೆಳೆಯುತ್ತವೆ, ಪಕ್ಕದ ಅಂಗಾಂಶಗಳಿಗೆ ನುಗ್ಗುತ್ತವೆ ಮತ್ತು ದೇಹದ ಬೇರೆ ಭಾಗಗಳಿಗೆ ಹರಡಬಹುದು. ಈ ಹರಡುವಿಕೆಯನ್ನು ಮೆಟಾಸ್ಟಾಸಿಸ್ ಎಂದು ಕರೆಯಲಾಗುತ್ತದೆ.	[426, 1309, 588, 1363]
tumor-col1-tail: ಗಡ್ಡೆಗಳನ್ನು ಮುಖ್ಯವಾಗಿ ಎರಡು ವಿಧಗಳಾಗಿ ವಿಂಗಡಿಸಲಾಗಿದೆ: ಸೌಮ್ಯ (ಬಿನೈನ್) ಮತ್ತು ಮಾರಕ (ಮ್ಯಾಲಿಗ್ನೆಂಟ್).	[252, 1201, 418, 1222]
column-divider	[768, 96, 769, 814]
tumor-col4-heading2: ಸಾರಾಂಶ	[842, 1088, 868, 1098]
